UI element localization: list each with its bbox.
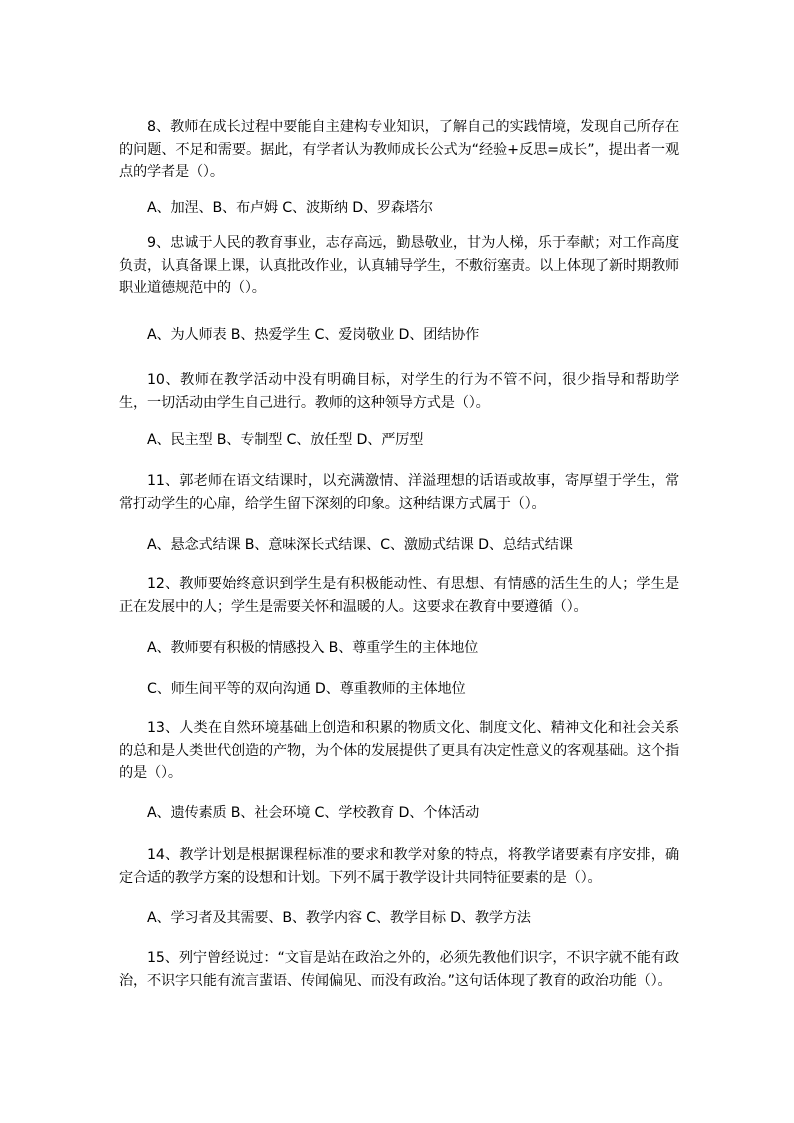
question-14-stem: 14、教学计划是根据课程标准的要求和教学对象的特点，将教学诸要素有序安排，确定合适的教学方案的设想和计划。下列不属于教学设计共同特征要素的是（）。 [119,847,679,886]
question-12-stem: 12、教师要始终意识到学生是有积极能动性、有思想、有情感的活生生的人；学生是正在发展中的人；学生是需要关怀和温暖的人。这要求在教育中要遵循（）。 [119,576,679,615]
question-13-options: A、遗传素质 B、社会环境 C、学校教育 D、个体活动 [147,805,480,821]
question-8-options: A、加涅、B、布卢姆 C、波斯纳 D、罗森塔尔 [147,200,433,216]
question-13-stem: 13、人类在自然环境基础上创造和积累的物质文化、制度文化、精神文化和社会关系的总和是人类世代创造的产物，为个体的发展提供了更具有决定性意义的客观基础。这个指的是（）。 [119,720,679,782]
question-14-options: A、学习者及其需要、B、教学内容 C、教学目标 D、教学方法 [147,910,531,926]
question-9-options: A、为人师表 B、热爱学生 C、爱岗敬业 D、团结协作 [147,327,480,343]
question-10-stem: 10、教师在教学活动中没有明确目标，对学生的行为不管不问，很少指导和帮助学生，一切活动由学生自己进行。教师的这种领导方式是（）。 [119,372,679,411]
question-11-options: A、悬念式结课 B、意味深长式结课、C、激励式结课 D、总结式结课 [147,537,573,553]
question-15-stem: 15、列宁曾经说过：“文盲是站在政治之外的，必须先教他们识字，不识字就不能有政治，不识字只能有流言蜚语、传闻偏见、而没有政治。”这句话体现了教育的政治功能（）。 [119,950,679,989]
question-11-stem: 11、郭老师在语文结课时，以充满激情、洋溢理想的话语或故事，寄厚望于学生，常常打动学生的心扉，给学生留下深刻的印象。这种结课方式属于（）。 [119,473,679,512]
question-12-options-cd: C、师生间平等的双向沟通 D、尊重教师的主体地位 [147,681,466,697]
question-8-stem: 8、教师在成长过程中要能自主建构专业知识，了解自己的实践情境，发现自己所存在的问题、不足和需要。据此，有学者认为教师成长公式为“经验+反思=成长”，提出者一观点的学者是（）。 [119,119,679,181]
question-12-options-ab: A、教师要有积极的情感投入 B、尊重学生的主体地位 [147,640,479,656]
question-10-options: A、民主型 B、专制型 C、放任型 D、严厉型 [147,432,424,448]
question-9-stem: 9、忠诚于人民的教育事业，志存高远，勤恳敬业，甘为人梯，乐于奉献；对工作高度负责，认真备课上课，认真批改作业，认真辅导学生，不敷衍塞责。以上体现了新时期教师职业道德规范中的（）。 [119,235,679,297]
